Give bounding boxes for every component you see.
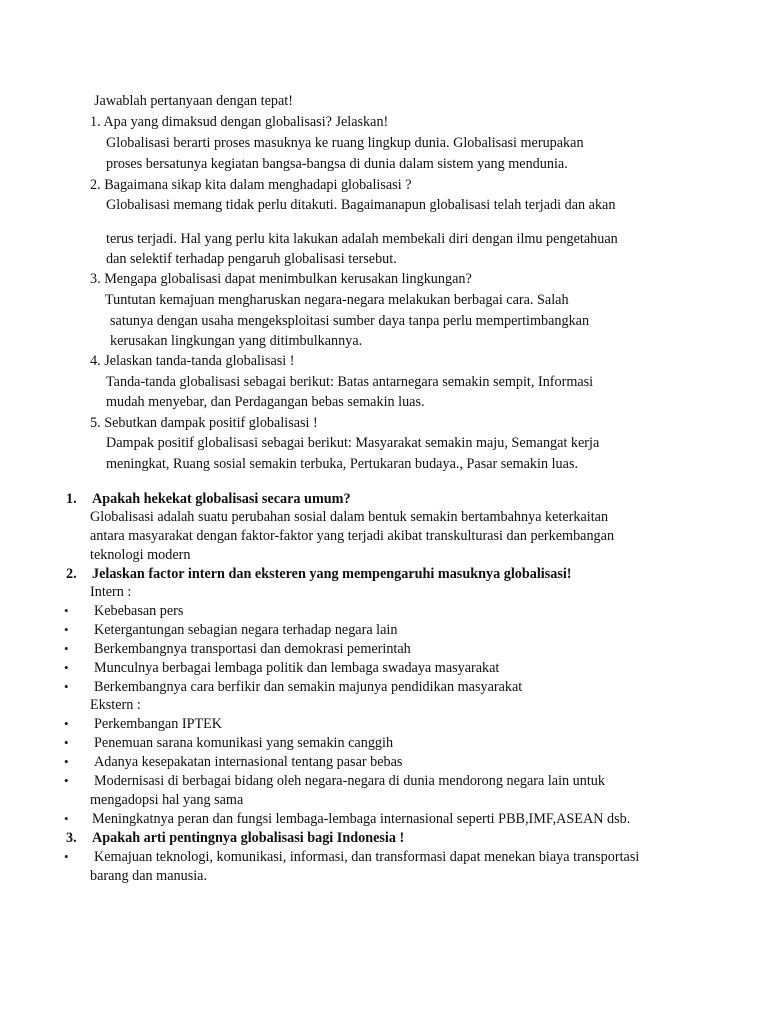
intern-item-5: Berkembangnya cara berfikir dan semakin majunya pendidikan masyarakat <box>94 679 523 695</box>
answer-2-line-1: Globalisasi memang tidak perlu ditakuti. Bagaimanapun globalisasi telah terjadi dan akan <box>106 197 616 213</box>
answer-3-line-2: satunya dengan usaha mengeksploitasi sumber daya tanpa perlu mempertimbangkan <box>110 313 590 329</box>
answer-4-line-1: Tanda-tanda globalisasi sebagai berikut: Batas antarnegara semakin sempit, Informasi <box>106 374 594 390</box>
part2-q1-answer-line-3: teknologi modern <box>90 547 191 563</box>
question-3: 3. Mengapa globalisasi dapat menimbulkan kerusakan lingkungan? <box>90 271 472 287</box>
bullet-icon: • <box>64 679 69 694</box>
part2-q1-title: Apakah hekekat globalisasi secara umum? <box>92 491 351 507</box>
answer-5-line-2: meningkat, Ruang sosial semakin terbuka, Pertukaran budaya., Pasar semakin luas. <box>106 456 579 472</box>
part2-q3-number: 3. <box>66 830 77 846</box>
bullet-icon: • <box>64 641 69 656</box>
bullet-icon: • <box>64 754 69 769</box>
ekstern-item-1: Perkembangan IPTEK <box>94 716 223 732</box>
bullet-icon: • <box>64 660 69 675</box>
ekstern-label: Ekstern : <box>90 697 141 713</box>
bullet-icon: • <box>64 622 69 637</box>
ekstern-item-3: Adanya kesepakatan internasional tentang pasar bebas <box>94 754 403 770</box>
answer-3-line-3: kerusakan lingkungan yang ditimbulkannya. <box>110 333 363 349</box>
answer-1-line-2: proses bersatunya kegiatan bangsa-bangsa di dunia dalam sistem yang mendunia. <box>106 156 568 172</box>
bullet-icon: • <box>64 603 69 618</box>
question-5: 5. Sebutkan dampak positif globalisasi ! <box>90 415 318 431</box>
question-2: 2. Bagaimana sikap kita dalam menghadapi globalisasi ? <box>90 177 412 193</box>
ekstern-item-5: Meningkatnya peran dan fungsi lembaga-lembaga internasional seperti PBB,IMF,ASEAN dsb. <box>92 811 631 827</box>
ekstern-item-4: Modernisasi di berbagai bidang oleh negara-negara di dunia mendorong negara lain untuk <box>94 773 605 789</box>
answer-1-line-1: Globalisasi berarti proses masuknya ke ruang lingkup dunia. Globalisasi merupakan <box>106 135 584 151</box>
bullet-icon: • <box>64 716 69 731</box>
bullet-icon: • <box>64 773 69 788</box>
intern-item-1: Kebebasan pers <box>94 603 184 619</box>
answer-4-line-2: mudah menyebar, dan Perdagangan bebas semakin luas. <box>106 394 425 410</box>
bullet-icon: • <box>64 811 69 826</box>
ekstern-item-4-cont: mengadopsi hal yang sama <box>90 792 244 808</box>
bullet-icon: • <box>64 849 69 864</box>
part2-q3-title: Apakah arti pentingnya globalisasi bagi Indonesia ! <box>92 830 405 846</box>
part2-q1-answer-line-1: Globalisasi adalah suatu perubahan sosial dalam bentuk semakin bertambahnya keterkaitan <box>90 509 609 525</box>
bullet-icon: • <box>64 735 69 750</box>
part2-q3-answer-line-2: barang dan manusia. <box>90 868 208 884</box>
answer-2-line-2: terus terjadi. Hal yang perlu kita lakukan adalah membekali diri dengan ilmu pengetahuan <box>106 231 618 247</box>
intern-item-4: Munculnya berbagai lembaga politik dan lembaga swadaya masyarakat <box>94 660 500 676</box>
intern-label: Intern : <box>90 584 132 600</box>
part2-q1-answer-line-2: antara masyarakat dengan faktor-faktor yang terjadi akibat transkulturasi dan perkembangan <box>90 528 615 544</box>
question-4: 4. Jelaskan tanda-tanda globalisasi ! <box>90 353 295 369</box>
intern-item-2: Ketergantungan sebagian negara terhadap negara lain <box>94 622 398 638</box>
answer-2-line-3: dan selektif terhadap pengaruh globalisasi tersebut. <box>106 251 397 267</box>
answer-5-line-1: Dampak positif globalisasi sebagai berikut: Masyarakat semakin maju, Semangat kerja <box>106 435 600 451</box>
part2-q3-answer-line-1: Kemajuan teknologi, komunikasi, informasi, dan transformasi dapat menekan biaya transportasi <box>94 849 640 865</box>
question-1: 1. Apa yang dimaksud dengan globalisasi? Jelaskan! <box>90 114 389 130</box>
ekstern-item-2: Penemuan sarana komunikasi yang semakin canggih <box>94 735 394 751</box>
part2-q2-number: 2. <box>66 566 77 582</box>
answer-3-line-1: Tuntutan kemajuan mengharuskan negara-negara melakukan berbagai cara. Salah <box>105 292 569 308</box>
part2-q1-number: 1. <box>66 491 77 507</box>
intro-instruction: Jawablah pertanyaan dengan tepat! <box>94 93 293 109</box>
part2-q2-title: Jelaskan factor intern dan eksteren yang mempengaruhi masuknya globalisasi! <box>92 566 572 582</box>
intern-item-3: Berkembangnya transportasi dan demokrasi pemerintah <box>94 641 411 657</box>
